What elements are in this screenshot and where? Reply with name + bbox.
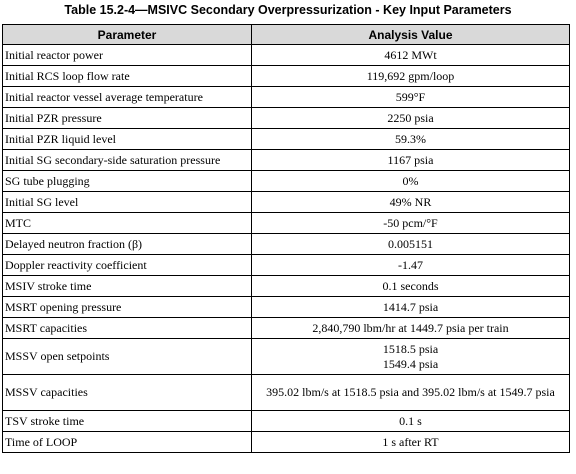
key-input-parameters-table — [2, 24, 570, 453]
value-cell: 395.02 lbm/s at 1518.5 psia and 395.02 lbm/s at 1549.7 psia — [252, 375, 570, 411]
parameter-cell: Initial reactor vessel average temperature — [3, 87, 252, 108]
value-cell: 1167 psia — [252, 150, 570, 171]
value-cell: 4612 MWt — [252, 45, 570, 66]
value-cell: 0.005151 — [252, 234, 570, 255]
parameter-cell: MSIV stroke time — [3, 276, 252, 297]
parameter-cell: Delayed neutron fraction (β) — [3, 234, 252, 255]
value-cell — [252, 339, 570, 375]
table-caption: Table 15.2-4—MSIVC Secondary Overpressurization - Key Input Parameters — [64, 3, 512, 17]
parameter-cell: MSSV capacities — [3, 375, 252, 411]
table-row — [3, 375, 570, 411]
parameter-cell: MSRT opening pressure — [3, 297, 252, 318]
table-row — [3, 66, 570, 87]
value-cell: 49% NR — [252, 192, 570, 213]
value-cell: 1414.7 psia — [252, 297, 570, 318]
table-row — [3, 297, 570, 318]
value-line: 1518.5 psia — [382, 341, 439, 356]
table-row — [3, 255, 570, 276]
table-row — [3, 87, 570, 108]
parameter-cell: MSRT capacities — [3, 318, 252, 339]
value-cell: 0.1 s — [252, 411, 570, 432]
value-cell: -1.47 — [252, 255, 570, 276]
parameter-cell: SG tube plugging — [3, 171, 252, 192]
table-row — [3, 213, 570, 234]
parameter-cell: Initial RCS loop flow rate — [3, 66, 252, 87]
value-cell: 2250 psia — [252, 108, 570, 129]
value-cell: 119,692 gpm/loop — [252, 66, 570, 87]
parameter-cell: Initial SG secondary-side saturation pressure — [3, 150, 252, 171]
parameter-cell: Initial SG level — [3, 192, 252, 213]
table-row — [3, 411, 570, 432]
table-row — [3, 318, 570, 339]
value-cell: 2,840,790 lbm/hr at 1449.7 psia per train — [252, 318, 570, 339]
parameter-cell: Time of LOOP — [3, 432, 252, 453]
table-row — [3, 192, 570, 213]
value-cell: 1 s after RT — [252, 432, 570, 453]
table-row — [3, 45, 570, 66]
table-row — [3, 108, 570, 129]
table-row — [3, 276, 570, 297]
parameter-cell: TSV stroke time — [3, 411, 252, 432]
column-header-analysis-value: Analysis Value — [252, 25, 570, 45]
table-row — [3, 234, 570, 255]
value-cell: -50 pcm/°F — [252, 213, 570, 234]
parameter-cell: Initial reactor power — [3, 45, 252, 66]
parameter-cell: MTC — [3, 213, 252, 234]
parameter-cell: Initial PZR liquid level — [3, 129, 252, 150]
value-line: 1549.4 psia — [382, 356, 439, 371]
table-row — [3, 129, 570, 150]
value-cell: 59.3% — [252, 129, 570, 150]
value-cell: 0.1 seconds — [252, 276, 570, 297]
column-header-parameter: Parameter — [3, 25, 252, 45]
value-cell: 599°F — [252, 87, 570, 108]
parameter-cell: Doppler reactivity coefficient — [3, 255, 252, 276]
table-row — [3, 150, 570, 171]
table-row — [3, 171, 570, 192]
table-header-row — [3, 25, 570, 45]
table-row — [3, 432, 570, 453]
table-row — [3, 339, 570, 375]
parameter-cell: Initial PZR pressure — [3, 108, 252, 129]
value-cell: 0% — [252, 171, 570, 192]
parameter-cell: MSSV open setpoints — [3, 339, 252, 375]
